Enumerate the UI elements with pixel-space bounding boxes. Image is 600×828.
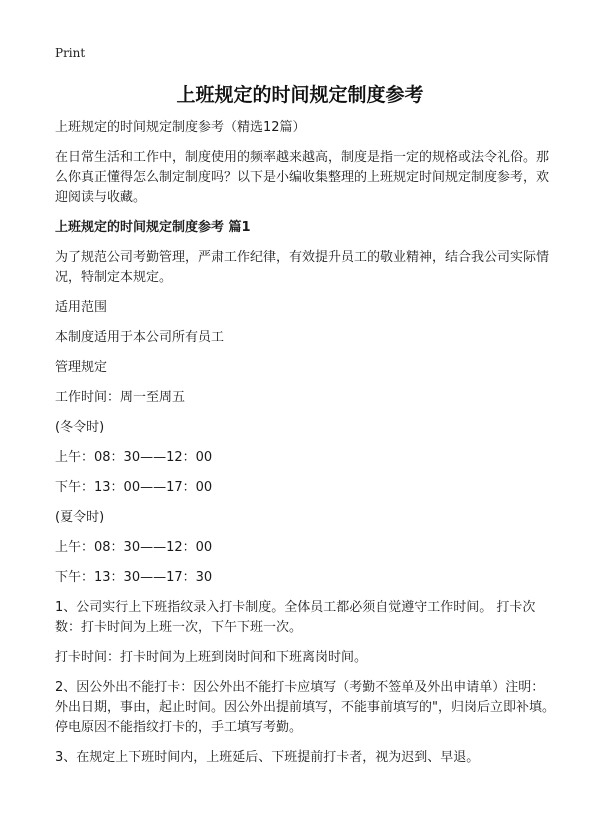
paragraph-rules-heading: 管理规定 (55, 360, 108, 375)
paragraph-winter-label: (冬令时) (55, 420, 105, 435)
paragraph-work-days: 工作时间：周一至周五 (55, 390, 186, 405)
intro-paragraph: 在日常生活和工作中，制度使用的频率越来越高，制度是指一定的规格或法令礼俗。那么你真正懂得怎么制定制度吗？以下是小编收集整理的上班规定时间规定制度参考，欢迎阅读与收藏。 (55, 150, 550, 205)
paragraph-summer-label: (夏令时) (55, 510, 105, 525)
paragraph-rule-2: 2、因公外出不能打卡：因公外出不能打卡应填写（考勤不签单及外出申请单）注明：外出日期，事由，起止时间。因公外出提前填写，不能事前填写的"，归岗后立即补填。停电原因不能指纹打卡的，手工填写考勤。 (55, 680, 555, 735)
paragraph-scope-heading: 适用范围 (55, 300, 108, 315)
paragraph-clock-time: 打卡时间：打卡时间为上班到岗时间和下班离岗时间。 (55, 650, 368, 665)
paragraph-summer-afternoon: 下午：13：30——17：30 (55, 570, 213, 585)
paragraph-purpose: 为了规范公司考勤管理，严肃工作纪律，有效提升员工的敬业精神，结合我公司实际情况，特制定本规定。 (55, 250, 550, 285)
paragraph-winter-morning: 上午：08：30——12：00 (55, 450, 213, 465)
print-link[interactable]: Print (55, 46, 86, 60)
paragraph-winter-afternoon: 下午：13：00——17：00 (55, 480, 213, 495)
section-heading: 上班规定的时间规定制度参考 篇1 (55, 220, 251, 235)
document-title: 上班规定的时间规定制度参考 (176, 84, 424, 106)
paragraph-summer-morning: 上午：08：30——12：00 (55, 540, 213, 555)
paragraph-rule-3: 3、在规定上下班时间内，上班延后、下班提前打卡者，视为迟到、早退。 (55, 750, 480, 765)
paragraph-scope: 本制度适用于本公司所有员工 (55, 330, 225, 345)
document-subtitle: 上班规定的时间规定制度参考（精选12篇） (55, 120, 306, 135)
document-body (55, 118, 555, 778)
paragraph-rule-1: 1、公司实行上下班指纹录入打卡制度。全体员工都必须自觉遵守工作时间。 打卡次数：打卡时间为上班一次，下午下班一次。 (55, 600, 536, 635)
